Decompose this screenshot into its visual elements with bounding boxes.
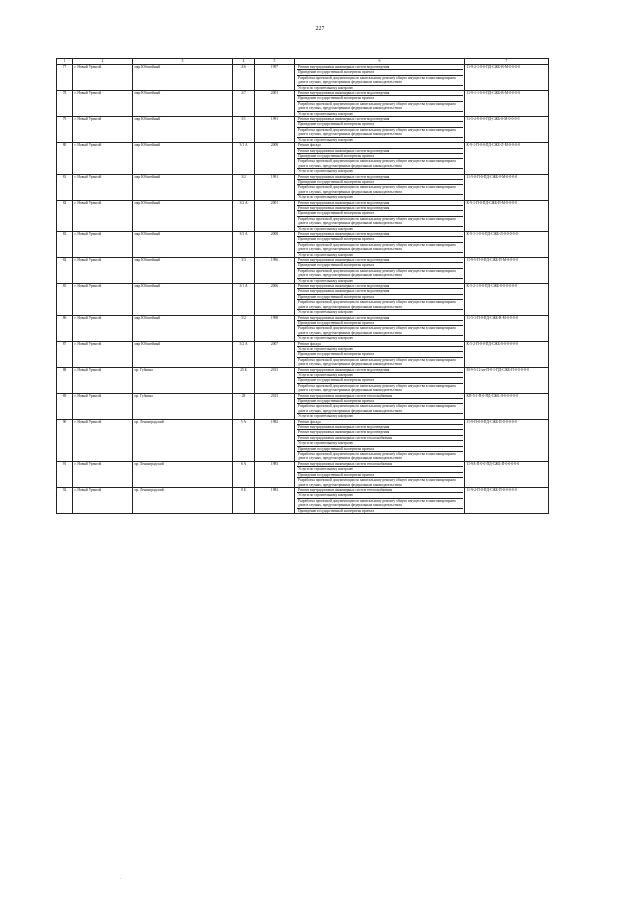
work-item: Услуги по строительному контролю	[298, 137, 354, 142]
work-item: Разработка проектной документации по капитальному ремонту общего имущества в многоквартирном доме в случаях, предусмотренных федеральным законодательством	[297, 404, 463, 414]
building-code-cell: 11-9-1-1-0-0-ПД-СЖБ-В-М-0-0-0-0	[465, 91, 549, 117]
work-item: Проведение государственной экспертизы проекта	[297, 122, 463, 127]
work-item: Проведение государственной экспертизы проекта	[297, 70, 463, 75]
city-cell: г. Новый Уренгой	[73, 143, 133, 174]
building-code-cell: 11-5-0-П-0-ПД-СЖБ-0-М-0-0-0-0	[465, 174, 549, 200]
house-number-cell: 5 А	[233, 419, 255, 461]
work-types-cell	[295, 341, 465, 367]
repair-register-table	[56, 58, 549, 514]
work-item: Ремонт внутридомовых инженерных систем водоотведения	[297, 91, 463, 96]
work-types-cell	[295, 315, 465, 341]
work-item: Проведение государственной экспертизы проекта	[297, 447, 463, 452]
street-cell: пр. Губкина	[133, 367, 233, 393]
row-number-cell: 82	[57, 200, 73, 231]
header-cell: 2	[73, 59, 133, 65]
building-code-cell: 11-9-2-П-0-ПД-СЖБ-П-0-0-0-0-0	[465, 487, 549, 513]
work-item: Проведение государственной экспертизы проекта	[297, 295, 463, 300]
work-item: Разработка проектной документации по капитальному ремонту общего имущества в многоквартирном доме в случаях, предусмотренных федеральным законодательством	[297, 217, 463, 227]
city-cell: г. Новый Уренгой	[73, 487, 133, 513]
city-cell: г. Новый Уренгой	[73, 117, 133, 143]
table-row	[57, 258, 549, 284]
work-item: Разработка проектной документации по капитальному ремонту общего имущества в многоквартирном доме в случаях, предусмотренных федеральным законодательством	[297, 76, 463, 86]
house-number-cell: 3/2 А	[233, 200, 255, 231]
city-cell: г. Новый Уренгой	[73, 65, 133, 91]
work-item: Ремонт фасада	[297, 342, 463, 347]
row-number-cell: 84	[57, 258, 73, 284]
street-cell: пр. Ленинградский	[133, 487, 233, 513]
street-cell: мкр Юбилейный	[133, 65, 233, 91]
house-number-cell: 2/7	[233, 91, 255, 117]
table-row	[57, 284, 549, 315]
building-code-cell: КП-5-1-П-0-ПД-СЖБ-Л-0-0-0-0-0	[465, 393, 549, 419]
street-cell: пр. Ленинградский	[133, 461, 233, 487]
work-item: Ремонт внутридомовых инженерных систем теплоснабжения	[297, 488, 463, 493]
row-number-cell: 90	[57, 419, 73, 461]
building-code-cell: К-5-2-1-0-0-ПД-СЖБ-0-0-0-0-0-0	[465, 284, 549, 315]
row-number-cell: 83	[57, 232, 73, 258]
building-code-cell: 11-9-5-П-0-ПД-СЖБ-П-М-0-0-0-0	[465, 258, 549, 284]
header-cell: 1	[57, 59, 73, 65]
house-number-cell: 3/3	[233, 258, 255, 284]
work-item: Услуги по строительному контролю	[298, 336, 354, 341]
row-number-cell: 77	[57, 65, 73, 91]
year-built-cell: 1983	[255, 461, 295, 487]
building-code-cell: 11-5-1-П-0-ПД-СЖБ-В-М-0-0-0-0	[465, 315, 549, 341]
city-cell: г. Новый Уренгой	[73, 419, 133, 461]
work-item: Услуги по строительному контролю	[297, 493, 463, 498]
building-code-cell: К-5-2-П-0-0-ПД-СЖБ-0-0-0-0-0-0	[465, 341, 549, 367]
house-number-cell: 28	[233, 393, 255, 419]
house-number-cell: 3/2	[233, 174, 255, 200]
house-number-cell: 2/6	[233, 65, 255, 91]
work-item: Ремонт внутридомовых инженерных систем теплоснабжения	[297, 436, 463, 441]
row-number-cell: 92	[57, 487, 73, 513]
city-cell: г. Новый Уренгой	[73, 284, 133, 315]
work-item: Ремонт внутридомовых инженерных систем водоотведения	[297, 316, 463, 321]
building-code-cell: 11-9-П-0-0-ПД-СЖБ-П-0-0-0-0-0	[465, 419, 549, 461]
table-row	[57, 174, 549, 200]
work-item: Ремонт внутридомовых инженерных систем водоотведения	[297, 284, 463, 289]
work-item: Услуги по строительному контролю	[298, 195, 354, 200]
street-cell: мкр Юбилейный	[133, 91, 233, 117]
year-built-cell: 1982	[255, 419, 295, 461]
header-cell: 7	[465, 59, 549, 65]
work-item: Разработка проектной документации по капитальному ремонту общего имущества в многоквартирном доме в случаях, предусмотренных федеральным законодательством	[298, 478, 456, 487]
work-item: Ремонт внутридомовых инженерных систем водоотведения	[297, 65, 463, 70]
row-number-cell: 78	[57, 91, 73, 117]
work-types-cell	[295, 284, 465, 315]
work-types-cell	[295, 200, 465, 231]
work-item: Разработка проектной документации по капитальному ремонту общего имущества в многоквартирном доме в случаях, предусмотренных федеральным законодательством	[297, 159, 463, 169]
city-cell: г. Новый Уренгой	[73, 315, 133, 341]
work-item: Проведение государственной экспертизы проекта	[297, 321, 463, 326]
work-types-cell	[295, 393, 465, 419]
scan-mark: ·	[120, 876, 122, 881]
work-item: Услуги по строительному контролю	[298, 111, 354, 116]
work-types-cell	[295, 91, 465, 117]
year-built-cell: 2001	[255, 200, 295, 231]
year-built-cell: 1996	[255, 258, 295, 284]
table-row	[57, 461, 549, 487]
street-cell: мкр Юбилейный	[133, 284, 233, 315]
table-row	[57, 232, 549, 258]
street-cell: мкр Юбилейный	[133, 143, 233, 174]
work-item: Ремонт фасада	[297, 143, 463, 148]
year-built-cell: 1983	[255, 487, 295, 513]
work-item: Проведение государственной экспертизы проекта	[297, 180, 463, 185]
work-item: Разработка проектной документации по капитальному ремонту общего имущества в многоквартирном доме в случаях, предусмотренных федеральным законодательством	[298, 357, 456, 367]
house-number-cell: 8 Б	[233, 487, 255, 513]
work-item: Услуги по строительному контролю	[298, 414, 354, 419]
work-item: Разработка проектной документации по капитальному ремонту общего имущества в многоквартирном доме в случаях, предусмотренных федеральным законодательством	[297, 269, 463, 279]
work-item: Ремонт внутридомовых инженерных систем водоотведения	[297, 201, 463, 206]
work-item: Проведение государственной экспертизы проекта	[297, 237, 463, 242]
street-cell: мкр Юбилейный	[133, 341, 233, 367]
table-row	[57, 341, 549, 367]
header-cell: 3	[133, 59, 233, 65]
building-code-cell: К-9-1-П-0-ПД-СЖБ-П-М-0-0-0-0	[465, 200, 549, 231]
row-number-cell: 89	[57, 393, 73, 419]
work-types-cell	[295, 143, 465, 174]
table-row	[57, 367, 549, 393]
work-item: Ремонт внутридомовых инженерных систем водоотведения	[297, 425, 463, 430]
row-number-cell: 81	[57, 174, 73, 200]
work-item: Разработка проектной документации по капитальному ремонту общего имущества в многоквартирном доме в случаях, предусмотренных федеральным законодательством	[297, 102, 463, 112]
street-cell: пр. Ленинградский	[133, 419, 233, 461]
work-item: Услуги по строительному контролю	[297, 347, 463, 352]
work-item: Проведение государственной экспертизы проекта	[297, 473, 463, 478]
row-number-cell: 91	[57, 461, 73, 487]
table-row	[57, 419, 549, 461]
row-number-cell: 79	[57, 117, 73, 143]
year-built-cell: 1997	[255, 65, 295, 91]
street-cell: мкр Юбилейный	[133, 315, 233, 341]
table-row	[57, 315, 549, 341]
header-cell: 5	[255, 59, 295, 65]
building-code-cell: 11-9А-П-0-0-ПД-СЖБ-П-0-0-0-0-0	[465, 461, 549, 487]
work-item: Разработка проектной документации по капитальному ремонту общего имущества в многоквартирном доме в случаях, предусмотренных федеральным законодательством	[298, 383, 456, 393]
building-code-cell: М-9-5-12-нт-П-0-1-ПД-СЖБ-П-0-0-0-0-0	[465, 367, 549, 393]
city-cell: г. Новый Уренгой	[73, 91, 133, 117]
house-number-cell: 3/1 А	[233, 143, 255, 174]
year-built-cell: 2006	[255, 284, 295, 315]
city-cell: г. Новый Уренгой	[73, 341, 133, 367]
row-number-cell: 80	[57, 143, 73, 174]
table-row	[57, 65, 549, 91]
street-cell: мкр Юбилейный	[133, 174, 233, 200]
street-cell: мкр Юбилейный	[133, 117, 233, 143]
year-built-cell: 2008	[255, 143, 295, 174]
table-row	[57, 91, 549, 117]
work-item: Услуги по строительному контролю	[298, 226, 354, 231]
work-item: Ремонт внутридомовых инженерных систем водоотведения	[297, 117, 463, 122]
work-item: Ремонт фасада	[297, 420, 463, 425]
work-item: Ремонт внутридомовых инженерных систем водоотведения	[297, 149, 463, 154]
building-code-cell: 11-9-2-1-0-0-ПД-СЖБ-В-М-0-0-0-0	[465, 65, 549, 91]
work-item: Разработка проектной документации по капитальному ремонту общего имущества в многоквартирном доме в случаях, предусмотренных федеральным законодательством	[297, 300, 463, 310]
building-code-cell: К-9-1-П-0-0-ПД-СЖБ-Л-М-0-0-0-0	[465, 143, 549, 174]
work-item: Проведение государственной экспертизы проекта	[297, 96, 463, 101]
house-number-cell: 5/1 А	[233, 284, 255, 315]
city-cell: г. Новый Уренгой	[73, 232, 133, 258]
work-types-cell	[295, 367, 465, 393]
work-types-cell	[295, 461, 465, 487]
year-built-cell: 2013	[255, 393, 295, 419]
table-row	[57, 487, 549, 513]
house-number-cell: 5/2 А	[233, 341, 255, 367]
street-cell: пр. Губкина	[133, 393, 233, 419]
work-item: Ремонт внутридомовых инженерных систем водоотведения	[297, 206, 463, 211]
year-built-cell: 1991	[255, 117, 295, 143]
work-types-cell	[295, 419, 465, 461]
work-item: Услуги по строительному контролю	[298, 310, 354, 315]
work-item: Ремонт внутридомовых инженерных систем водоотведения	[297, 289, 463, 294]
work-types-cell	[295, 487, 465, 513]
header-cell: 4	[233, 59, 255, 65]
work-item: Услуги по строительному контролю	[298, 169, 354, 174]
city-cell: г. Новый Уренгой	[73, 393, 133, 419]
street-cell: мкр Юбилейный	[133, 258, 233, 284]
city-cell: г. Новый Уренгой	[73, 461, 133, 487]
work-item: Разработка проектной документации по капитальному ремонту общего имущества в многоквартирном доме в случаях, предусмотренных федеральным законодательством	[297, 499, 463, 509]
house-number-cell: 5/2	[233, 315, 255, 341]
work-types-cell	[295, 65, 465, 91]
work-item: Разработка проектной документации по капитальному ремонту общего имущества в многоквартирном доме в случаях, предусмотренных федеральным законодательством	[297, 128, 463, 138]
work-item: Услуги по строительному контролю	[297, 441, 463, 446]
city-cell: г. Новый Уренгой	[73, 174, 133, 200]
year-built-cell: 2007	[255, 341, 295, 367]
year-built-cell: 2013	[255, 367, 295, 393]
work-types-cell	[295, 117, 465, 143]
city-cell: г. Новый Уренгой	[73, 367, 133, 393]
work-item: Проведение государственной экспертизы проекта	[297, 352, 463, 357]
work-item: Ремонт внутридомовых инженерных систем водоотведения	[297, 258, 463, 263]
table-row	[57, 200, 549, 231]
work-types-cell	[295, 258, 465, 284]
city-cell: г. Новый Уренгой	[73, 258, 133, 284]
work-item: Услуги по строительному контролю	[298, 252, 354, 257]
page-number: 227	[315, 26, 325, 32]
work-item: Проведение государственной экспертизы проекта	[297, 399, 463, 404]
row-number-cell: 85	[57, 284, 73, 315]
work-item: Ремонт внутридомовых инженерных систем водоотведения	[297, 430, 463, 435]
work-item: Ремонт внутридомовых инженерных систем теплоснабжения	[297, 462, 463, 467]
house-number-cell: 25 Б	[233, 367, 255, 393]
year-built-cell: 2008	[255, 232, 295, 258]
street-cell: мкр Юбилейный	[133, 232, 233, 258]
house-number-cell: 3/1	[233, 117, 255, 143]
table-row	[57, 143, 549, 174]
header-cell: 6	[295, 59, 465, 65]
work-item: Проведение государственной экспертизы проекта	[297, 378, 463, 383]
row-number-cell: 86	[57, 315, 73, 341]
work-item: Разработка проектной документации по капитальному ремонту общего имущества в многоквартирном доме в случаях, предусмотренных федеральным законодательством	[297, 326, 463, 336]
work-item: Ремонт внутридомовых инженерных систем водоотведения	[297, 368, 463, 373]
row-number-cell: 88	[57, 367, 73, 393]
year-built-cell: 1991	[255, 174, 295, 200]
work-item: Разработка проектной документации по капитальному ремонту общего имущества в многоквартирном доме в случаях, предусмотренных федеральным законодательством	[297, 243, 463, 253]
work-item: Услуги по строительному контролю	[297, 373, 463, 378]
work-item: Проведение государственной экспертизы проекта	[298, 508, 375, 513]
work-item: Разработка проектной документации по капитальному ремонту общего имущества в многоквартирном доме в случаях, предусмотренных федеральным законодательством	[297, 185, 463, 195]
work-types-cell	[295, 174, 465, 200]
table-row	[57, 117, 549, 143]
work-item: Проведение государственной экспертизы проекта	[297, 263, 463, 268]
work-item: Ремонт внутридомовых инженерных систем водоотведения	[297, 175, 463, 180]
work-item: Ремонт внутридомовых инженерных систем теплоснабжения	[297, 394, 463, 399]
work-types-cell	[295, 232, 465, 258]
work-item: Услуги по строительному контролю	[298, 85, 354, 90]
building-code-cell: К-9-1-1-0-0-ПД-СЖБ-Л-0-0-0-0-0	[465, 232, 549, 258]
building-code-cell: 11-5-2-0-0-0-ПД-СЖБ-0-М-0-0-0-0	[465, 117, 549, 143]
work-item: Услуги по строительному контролю	[297, 467, 463, 472]
house-number-cell: 3/3 А	[233, 232, 255, 258]
row-number-cell: 87	[57, 341, 73, 367]
year-built-cell: 1998	[255, 315, 295, 341]
table-row	[57, 393, 549, 419]
street-cell: мкр Юбилейный	[133, 200, 233, 231]
house-number-cell: 6 А	[233, 461, 255, 487]
work-item: Ремонт внутридомовых инженерных систем водоотведения	[297, 232, 463, 237]
work-item: Услуги по строительному контролю	[298, 278, 354, 283]
year-built-cell: 2001	[255, 91, 295, 117]
work-item: Проведение государственной экспертизы проекта	[297, 211, 463, 216]
work-item: Проведение государственной экспертизы проекта	[297, 154, 463, 159]
work-item: Разработка проектной документации по капитальному ремонту общего имущества в многоквартирном доме в случаях, предусмотренных федеральным законодательством	[298, 452, 456, 461]
city-cell: г. Новый Уренгой	[73, 200, 133, 231]
